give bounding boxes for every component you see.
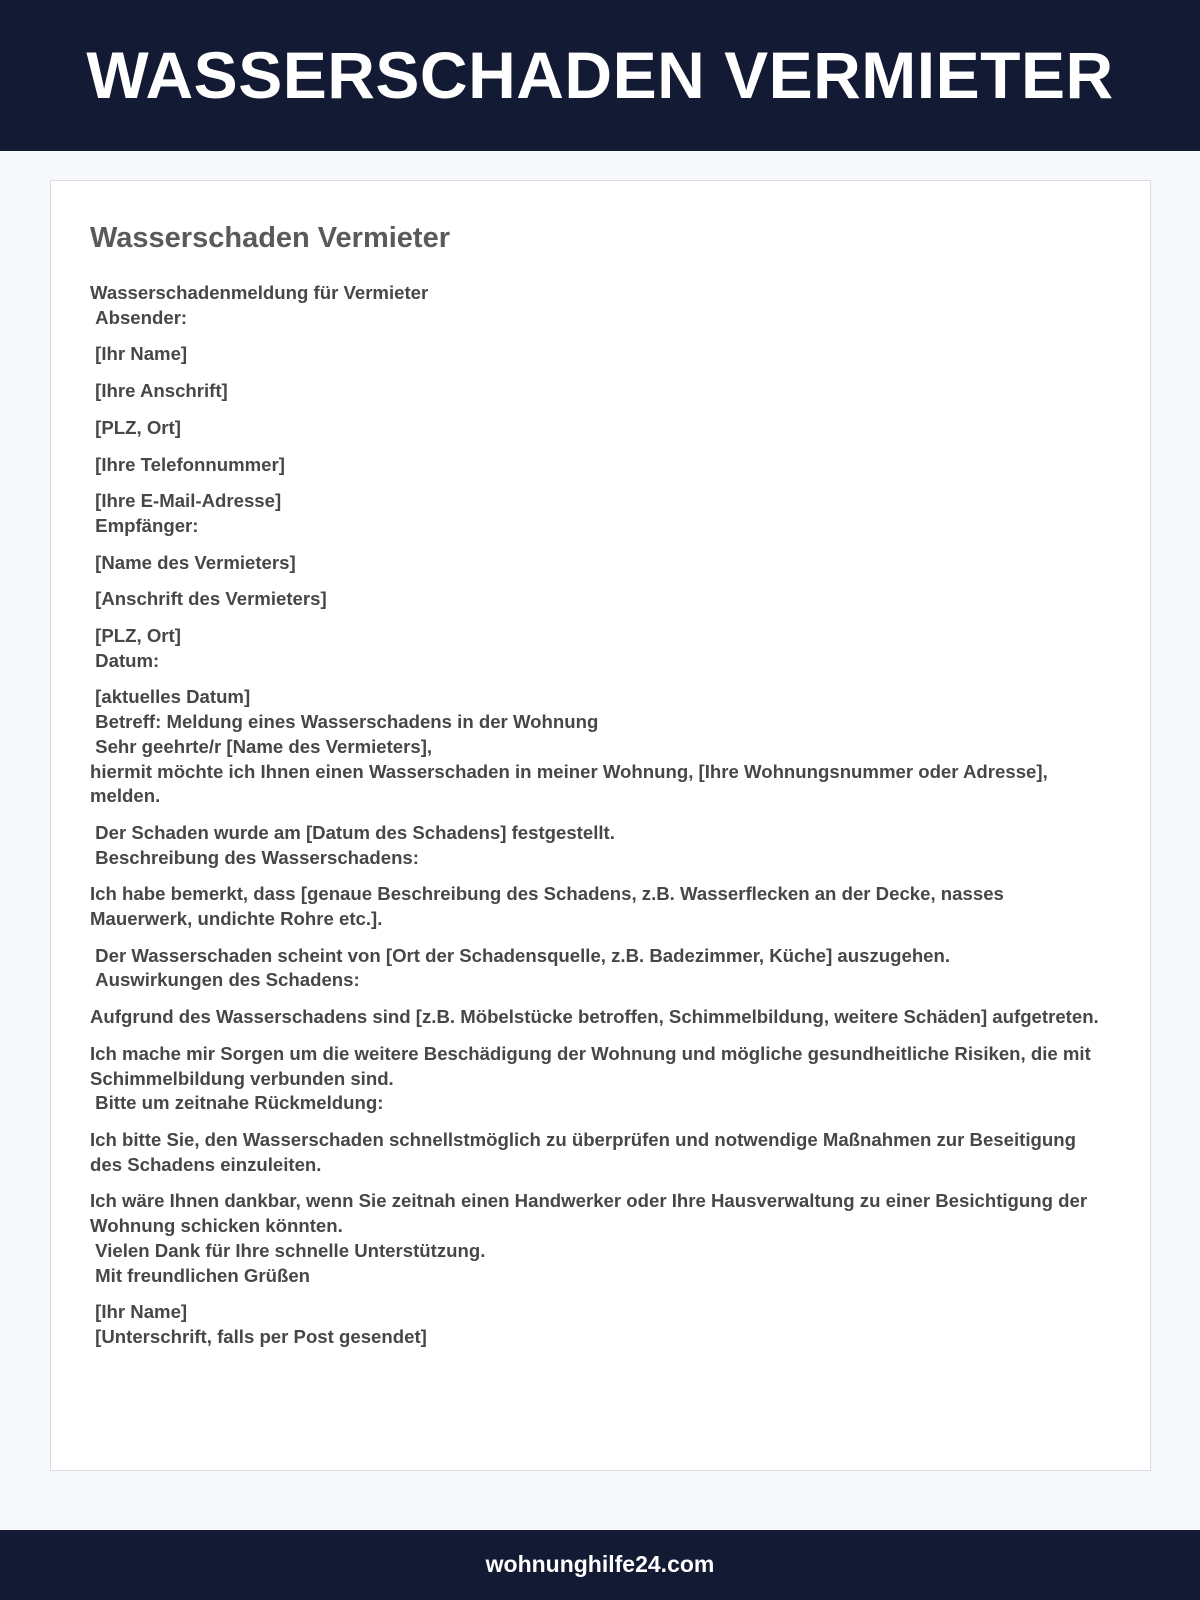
document-line: Sehr geehrte/r [Name des Vermieters], xyxy=(90,735,433,757)
document-line: Beschreibung des Wasserschadens: xyxy=(90,846,419,868)
document-line: [aktuelles Datum] xyxy=(90,686,251,708)
document-line: [Ihr Name] xyxy=(90,343,188,365)
page-title: WASSERSCHADEN VERMIETER xyxy=(86,37,1114,112)
document-line: Auswirkungen des Schadens: xyxy=(90,969,360,991)
document-line: hiermit möchte ich Ihnen einen Wasserschaden in meiner Wohnung, [Ihre Wohnungsnummer oder Adresse], melden. xyxy=(90,760,1053,807)
document-line: Mit freundlichen Grüßen xyxy=(90,1264,311,1286)
document-line: Der Schaden wurde am [Datum des Schadens] festgestellt. xyxy=(90,821,615,843)
document-line: Empfänger: xyxy=(90,514,199,536)
document-line: [PLZ, Ort] xyxy=(90,416,181,438)
document-line: Bitte um zeitnahe Rückmeldung: xyxy=(90,1092,384,1114)
document-line: Ich habe bemerkt, dass [genaue Beschreibung des Schadens, z.B. Wasserflecken an der Decke, nasses Mauerwerk, undichte Rohre etc.]. xyxy=(90,883,1010,930)
document-line: [Unterschrift, falls per Post gesendet] xyxy=(90,1325,427,1347)
document-line: Der Wasserschaden scheint von [Ort der Schadensquelle, z.B. Badezimmer, Küche] auszugehen. xyxy=(90,944,951,966)
document-line: Ich mache mir Sorgen um die weitere Beschädigung der Wohnung und mögliche gesundheitliche Risiken, die mit Schimmelbildung verbunden sind. xyxy=(90,1042,1096,1089)
document-line: [PLZ, Ort] xyxy=(90,625,181,647)
document-line: Absender: xyxy=(90,306,188,328)
document-line: Betreff: Meldung eines Wasserschadens in der Wohnung xyxy=(90,711,599,733)
document-line: [Anschrift des Vermieters] xyxy=(90,588,327,610)
page-header xyxy=(0,0,1200,151)
page-footer xyxy=(0,1530,1200,1600)
document-line: [Ihre Telefonnummer] xyxy=(90,453,285,475)
document-line: Vielen Dank für Ihre schnelle Unterstützung. xyxy=(90,1239,486,1261)
document-line: Datum: xyxy=(90,649,160,671)
document-line: [Name des Vermieters] xyxy=(90,551,296,573)
document-line: Ich wäre Ihnen dankbar, wenn Sie zeitnah einen Handwerker oder Ihre Hausverwaltung zu einer Besichtigung der Wohnung schicken könnten. xyxy=(90,1190,1093,1237)
footer-site-link[interactable]: wohnunghilfe24.com xyxy=(485,1551,715,1577)
document-line: [Ihr Name] xyxy=(90,1301,188,1323)
document-body xyxy=(90,281,1110,1350)
document-line: [Ihre Anschrift] xyxy=(90,380,228,402)
document-line: Wasserschadenmeldung für Vermieter xyxy=(90,282,429,303)
document-title: Wasserschaden Vermieter xyxy=(90,222,451,254)
document-line: [Ihre E-Mail-Adresse] xyxy=(90,490,282,512)
document-line: Ich bitte Sie, den Wasserschaden schnellstmöglich zu überprüfen und notwendige Maßnahmen zur Beseitigung des Schadens einzuleiten. xyxy=(90,1128,1082,1175)
document-line: Aufgrund des Wasserschadens sind [z.B. Möbelstücke betroffen, Schimmelbildung, weitere Schäden] aufgetreten. xyxy=(90,1006,1099,1028)
document-card xyxy=(50,180,1151,1471)
